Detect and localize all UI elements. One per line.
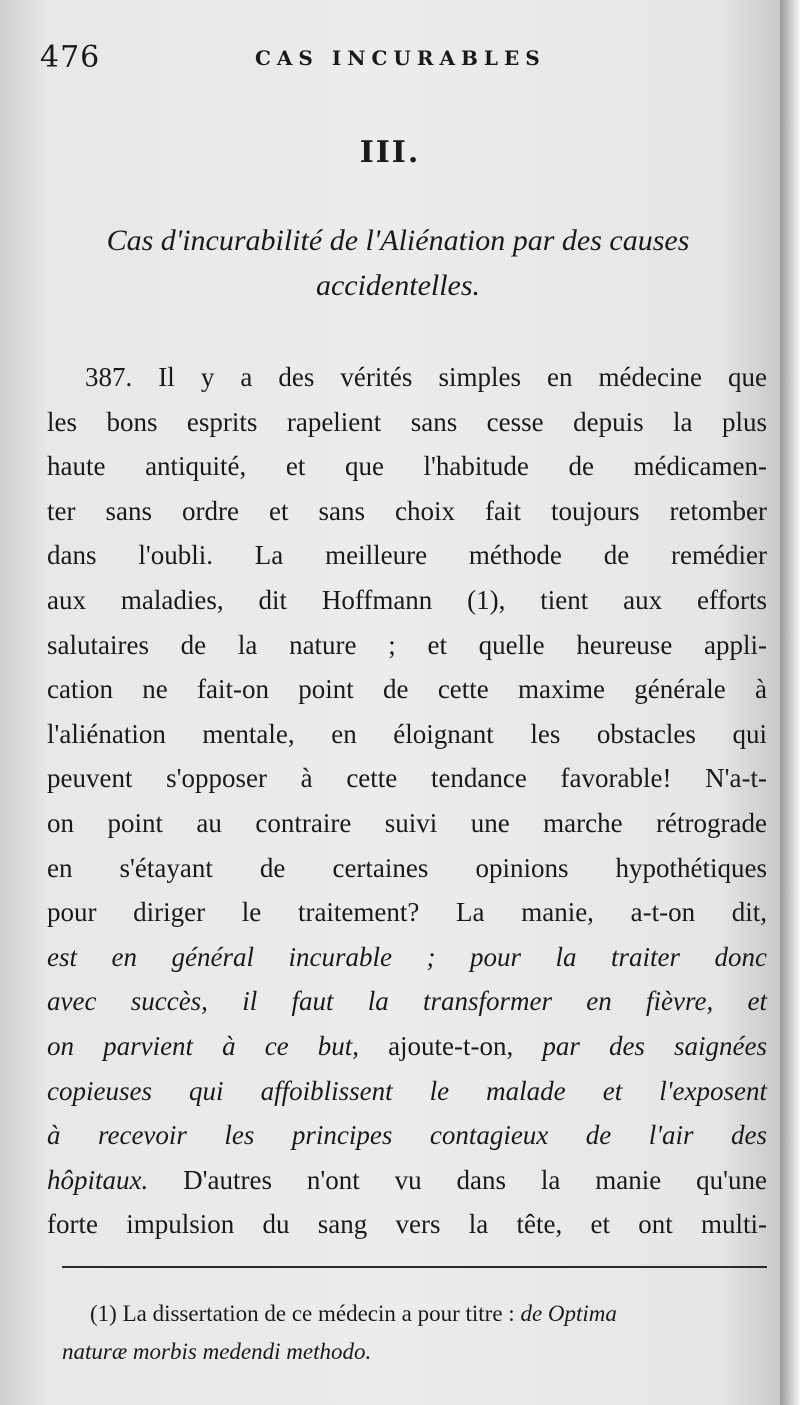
body-paragraph <box>47 355 767 1247</box>
italic-text: est en général incurable ; pour la traiter donc <box>47 941 767 972</box>
body-line: on point au contraire suivi une marche rétrograde <box>47 807 767 838</box>
footnote-roman-text: (1) La dissertation de ce médecin a pour titre : <box>90 1301 521 1326</box>
section-number: III. <box>359 135 421 170</box>
body-line: dans l'oubli. La meilleure méthode de remédier <box>47 540 767 571</box>
body-line-italic <box>47 1113 767 1158</box>
body-line: en s'étayant de certaines opinions hypothétiques <box>47 852 767 883</box>
page-header <box>40 40 740 80</box>
body-line-mixed <box>47 1158 767 1203</box>
roman-text: ajoute-t-on, <box>359 1030 543 1061</box>
body-line-italic <box>47 935 767 980</box>
body-line-italic <box>47 979 767 1024</box>
italic-text: par des saignées <box>542 1030 767 1061</box>
body-line: salutaires de la nature ; et quelle heureuse appli- <box>47 629 767 660</box>
section-title <box>48 218 748 308</box>
section-title-line-1: Cas d'incurabilité de l'Aliénation par des causes <box>106 224 690 257</box>
body-line-mixed <box>47 1024 767 1069</box>
italic-text: avec succès, il faut la transformer en fièvre, et <box>47 986 767 1017</box>
footnote-italic-text: naturæ morbis medendi methodo. <box>62 1339 372 1364</box>
italic-text: à recevoir les principes contagieux de l'air des <box>47 1120 767 1151</box>
body-line: ter sans ordre et sans choix fait toujours retomber <box>47 495 767 526</box>
page-number: 476 <box>40 40 101 75</box>
italic-text: hôpitaux. <box>47 1164 149 1195</box>
footnote-italic-text: de Optima <box>520 1301 617 1326</box>
body-line: haute antiquité, et que l'habitude de médicamen- <box>47 451 767 482</box>
footnote <box>62 1295 770 1371</box>
body-line-italic <box>47 1069 767 1114</box>
body-line: 387. Il y a des vérités simples en médecine que <box>85 362 767 392</box>
body-line: pour diriger le traitement? La manie, a-t-on dit, <box>47 897 767 928</box>
footnote-line <box>90 1295 770 1333</box>
book-spine-edge <box>780 0 800 1405</box>
roman-text: D'autres n'ont vu dans la manie qu'une <box>148 1164 767 1195</box>
italic-text: copieuses qui affoiblissent le malade et l'exposent <box>47 1075 767 1106</box>
body-line: peuvent s'opposer à cette tendance favorable! N'a-t- <box>47 763 767 794</box>
italic-text: on parvient à ce but, <box>47 1030 359 1061</box>
section-title-line-2: accidentelles. <box>315 269 481 302</box>
body-line: forte impulsion du sang vers la tête, et ont multi- <box>47 1209 767 1240</box>
footnote-line <box>62 1333 770 1371</box>
running-head: CAS INCURABLES <box>255 46 546 70</box>
body-line: les bons esprits rapelient sans cesse depuis la plus <box>47 406 767 437</box>
body-line: aux maladies, dit Hoffmann (1), tient aux efforts <box>47 584 767 615</box>
footnote-divider <box>62 1266 767 1268</box>
body-line: l'aliénation mentale, en éloignant les obstacles qui <box>47 718 767 749</box>
body-line: cation ne fait-on point de cette maxime générale à <box>47 674 767 705</box>
